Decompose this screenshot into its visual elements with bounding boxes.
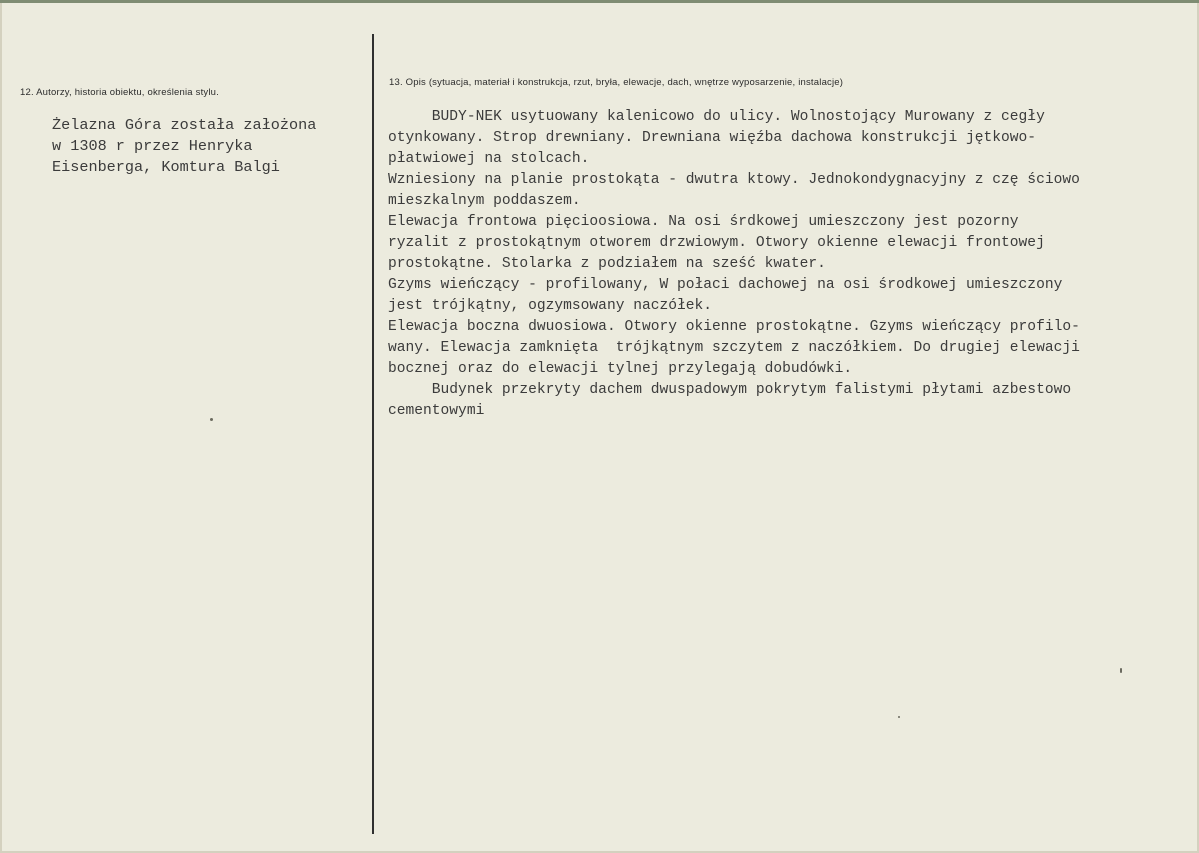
section-13-line: płatwiowej na stolcach. [388, 151, 590, 167]
section-13-line: BUDY-NEK usytuowany kalenicowo do ulicy. Wolnostojący Murowany z cegły [388, 109, 1045, 125]
sheet-top-edge [0, 0, 1199, 3]
section-13-label: 13. Opis (sytuacja, materiał i konstrukcja, rzut, bryła, elewacje, dach, wnętrze wyposarzenie, instalacje) [389, 77, 844, 88]
section-13-line: Gzyms wieńczący - profilowany, W połaci dachowej na osi środkowej umieszczony [388, 277, 1063, 293]
section-13-line: otynkowany. Strop drewniany. Drewniana więźba dachowa konstrukcji jętkowo- [388, 130, 1037, 146]
paper-speck [898, 716, 900, 718]
section-12-line: Żelazna Góra została założona [52, 116, 317, 134]
section-13-line: Budynek przekryty dachem dwuspadowym pokrytym falistymi płytami azbestowo [388, 382, 1072, 398]
paper-speck [1120, 668, 1122, 673]
section-13-line: jest trójkątny, ogzymsowany naczółek. [388, 298, 713, 314]
section-13-line: Elewacja frontowa pięcioosiowa. Na osi śrdkowej umieszczony jest pozorny [388, 214, 1019, 230]
section-12-line: Eisenberga, Komtura Balgi [52, 158, 280, 176]
paper-speck [210, 418, 213, 421]
section-13-line: mieszkalnym poddaszem. [388, 193, 581, 209]
section-13-line: wany. Elewacja zamknięta trójkątnym szczytem z naczółkiem. Do drugiej elewacji [388, 340, 1080, 356]
section-13-line: prostokątne. Stolarka z podziałem na sześć kwater. [388, 256, 826, 272]
section-13-line: bocznej oraz do elewacji tylnej przylegają dobudówki. [388, 361, 853, 377]
section-13-line: Elewacja boczna dwuosiowa. Otwory okienne prostokątne. Gzyms wieńczący profilo- [388, 319, 1080, 335]
section-13-line: Wzniesiony na planie prostokąta - dwutra ktowy. Jednokondygnacyjny z czę ściowo [388, 172, 1080, 188]
section-12-label: 12. Autorzy, historia obiektu, określenia stylu. [20, 87, 219, 98]
section-12-text [52, 115, 316, 178]
section-13-line: cementowymi [388, 403, 485, 419]
section-13-line: ryzalit z prostokątnym otworem drzwiowym. Otwory okienne elewacji frontowej [388, 235, 1045, 251]
section-12-line: w 1308 r przez Henryka [52, 137, 253, 155]
section-13-text [388, 107, 1080, 422]
column-divider [372, 34, 374, 834]
